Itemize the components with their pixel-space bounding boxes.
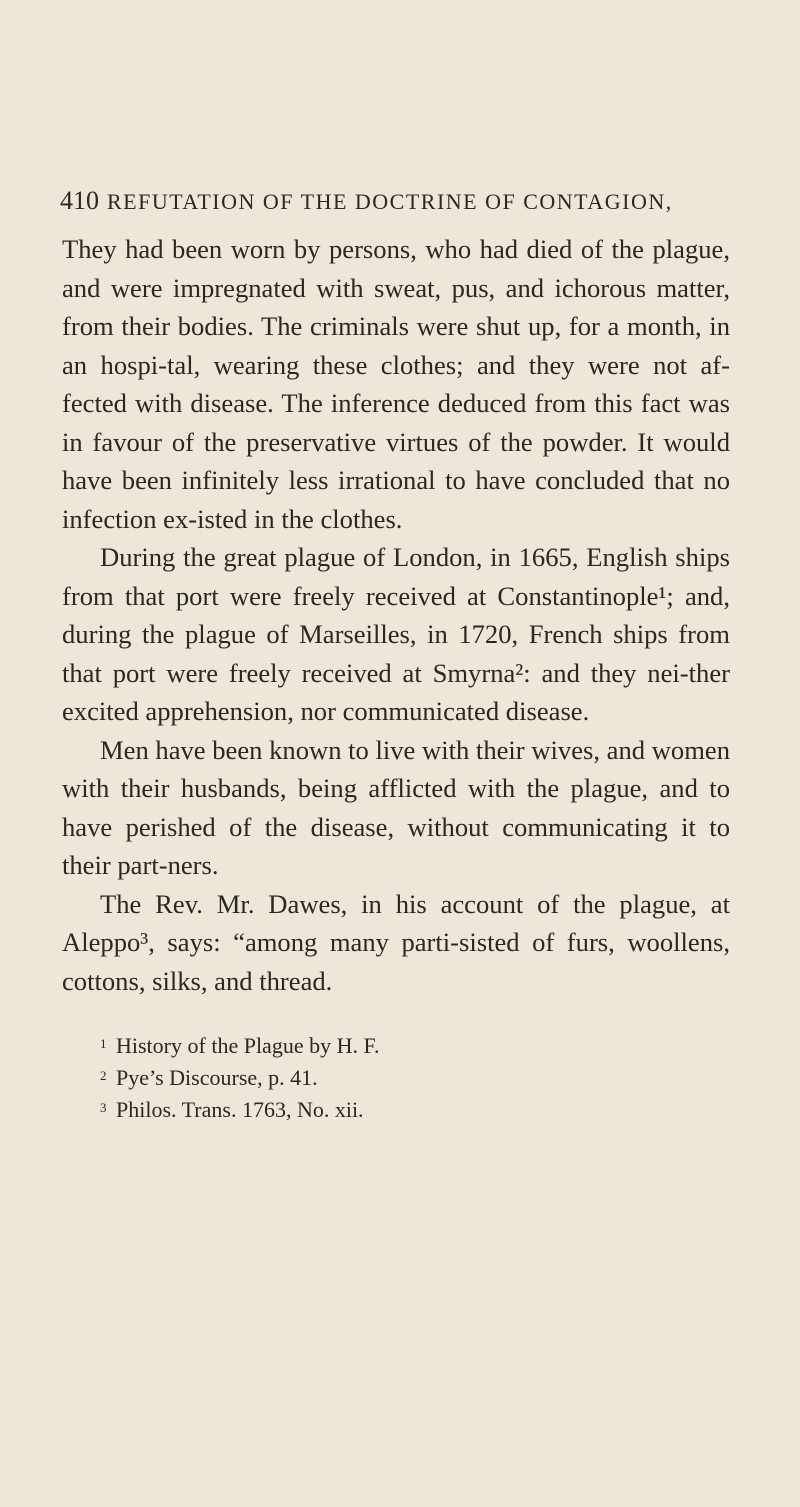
body-text bbox=[62, 230, 730, 1000]
footnote bbox=[100, 1063, 730, 1095]
footnotes bbox=[62, 1031, 730, 1127]
running-head bbox=[60, 186, 730, 216]
paragraph: The Rev. Mr. Dawes, in his account of the plague, at Aleppo³, says: “among many parti-sisted of furs, woollens, cottons, silks, and thread. bbox=[62, 888, 730, 996]
footnote-text: History of the Plague by H. F. bbox=[116, 1033, 380, 1058]
paragraph: During the great plague of London, in 1665, English ships from that port were freely received at Constantinople¹; and, during the plague of Marseilles, in 1720, French ships from that port were freely received at Smyrna²: and they nei-ther excited apprehension, nor communicated disease. bbox=[62, 542, 730, 726]
footnote-mark: 3 bbox=[100, 1100, 107, 1115]
footnote-mark: 2 bbox=[100, 1068, 107, 1083]
footnote-mark: 1 bbox=[100, 1036, 107, 1051]
paragraph: They had been worn by persons, who had died of the plague, and were impregnated with sweat, pus, and ichorous matter, from their bodies. The criminals were shut up, for a month, in an hospi-tal, wearing these clothes; and they were not af-fected with disease. The inference deduced from this fact was in favour of the preservative virtues of the powder. It would have been infinitely less irrational to have concluded that no infection ex-isted in the clothes. bbox=[62, 234, 730, 534]
running-title: REFUTATION OF THE DOCTRINE OF CONTAGION, bbox=[107, 189, 673, 214]
footnote-text: Philos. Trans. 1763, No. xii. bbox=[116, 1097, 364, 1122]
footnote bbox=[100, 1031, 730, 1063]
page-number: 410 bbox=[60, 186, 99, 215]
footnote bbox=[100, 1095, 730, 1127]
footnote-text: Pye’s Discourse, p. 41. bbox=[116, 1065, 318, 1090]
paragraph: Men have been known to live with their wives, and women with their husbands, being afflicted with the plague, and to have perished of the disease, without communicating it to their part-ners. bbox=[62, 734, 730, 880]
